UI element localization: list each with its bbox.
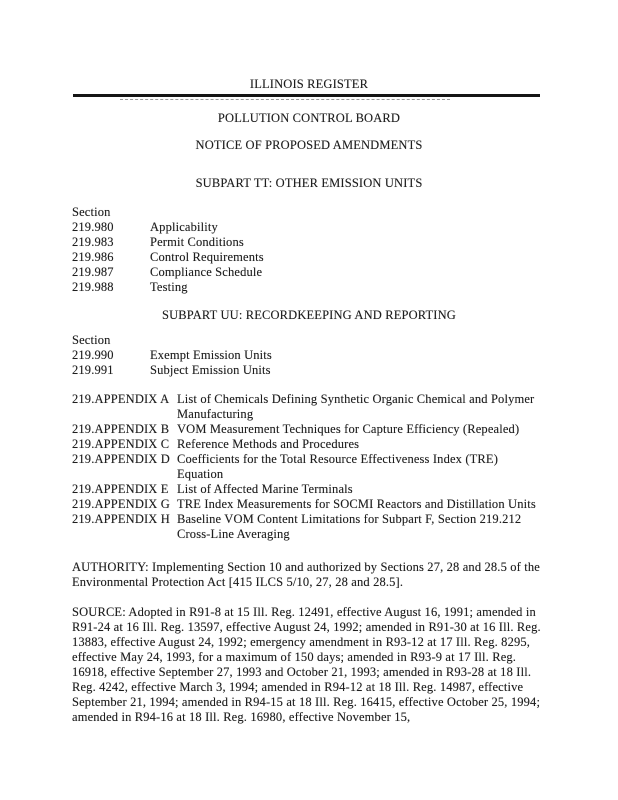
appendix-number: 219.APPENDIX C	[72, 437, 170, 451]
appendix-title: List of Chemicals Defining Synthetic Organic Chemical and Polymer Manufacturing	[177, 392, 535, 421]
table-row	[72, 452, 546, 482]
appendix-number: 219.APPENDIX D	[72, 452, 170, 466]
register-title: ILLINOIS REGISTER	[249, 77, 369, 91]
section-label: Section	[72, 333, 111, 347]
section-label: Section	[72, 205, 111, 219]
section-number: 219.988	[72, 280, 114, 294]
appendix-title: TRE Index Measurements for SOCMI Reactors and Distillation Units	[177, 497, 536, 511]
source-paragraph: SOURCE: Adopted in R91-8 at 15 Ill. Reg. 12491, effective August 16, 1991; amended in R91-24 at 16 Ill. Reg. 13597, effective August 24, 1992; amended in R91-30 at 16 Ill. Reg. 13883, effective August 24, 1992; emergency amendment in R93-12 at 17 Ill. Reg. 8295, effective May 24, 1993, for a maximum of 150 days; amended in R93-9 at 17 Ill. Reg. 16918, effective September 27, 1993 and October 21, 1993; amended in R93-28 at 18 Ill. Reg. 4242, effective March 3, 1994; amended in R94-12 at 18 Ill. Reg. 14987, effective September 21, 1994; amended in R94-15 at 18 Ill. Reg. 16415, effective October 25, 1994; amended in R94-16 at 18 Ill. Reg. 16980, effective November 15,	[72, 605, 541, 724]
section-number: 219.987	[72, 265, 114, 279]
section-title: Control Requirements	[150, 250, 264, 264]
appendix-title: List of Affected Marine Terminals	[177, 482, 353, 496]
section-title: Subject Emission Units	[150, 363, 271, 377]
section-title: Exempt Emission Units	[150, 348, 272, 362]
table-row	[72, 497, 546, 512]
authority-paragraph: AUTHORITY: Implementing Section 10 and authorized by Sections 27, 28 and 28.5 of the Environmental Protection Act [415 ILCS 5/10, 27, 28 and 28.5].	[72, 560, 540, 589]
table-row	[72, 220, 546, 235]
section-title: Compliance Schedule	[150, 265, 263, 279]
table-row	[72, 235, 546, 250]
table-row	[72, 280, 546, 295]
table-row	[72, 437, 546, 452]
section-number: 219.986	[72, 250, 114, 264]
header-rule	[73, 94, 540, 97]
subpart-uu-section-list	[72, 333, 546, 378]
table-row	[72, 422, 546, 437]
appendix-number: 219.APPENDIX H	[72, 512, 170, 526]
section-number: 219.983	[72, 235, 114, 249]
table-row	[72, 265, 546, 280]
section-title: Applicability	[150, 220, 218, 234]
notice-title: NOTICE OF PROPOSED AMENDMENTS	[195, 138, 423, 152]
subpart-tt-heading: SUBPART TT: OTHER EMISSION UNITS	[195, 176, 423, 190]
table-row	[72, 348, 546, 363]
table-row	[72, 392, 546, 422]
section-number: 219.991	[72, 363, 114, 377]
section-number: 219.990	[72, 348, 114, 362]
subpart-uu-heading: SUBPART UU: RECORDKEEPING AND REPORTING	[162, 308, 456, 322]
appendix-number: 219.APPENDIX G	[72, 497, 170, 511]
section-number: 219.980	[72, 220, 114, 234]
appendix-number: 219.APPENDIX A	[72, 392, 170, 406]
board-title: POLLUTION CONTROL BOARD	[217, 111, 401, 125]
appendix-number: 219.APPENDIX B	[72, 422, 170, 436]
appendix-title: Reference Methods and Procedures	[177, 437, 360, 451]
section-title: Testing	[150, 280, 188, 294]
table-row	[72, 250, 546, 265]
table-row	[72, 482, 546, 497]
appendix-number: 219.APPENDIX E	[72, 482, 169, 496]
table-row	[72, 363, 546, 378]
header-rule-artifact	[120, 99, 450, 100]
subpart-tt-section-list	[72, 205, 546, 295]
appendix-title: VOM Measurement Techniques for Capture Efficiency (Repealed)	[177, 422, 520, 436]
table-row	[72, 512, 546, 542]
appendix-title: Baseline VOM Content Limitations for Subpart F, Section 219.212 Cross-Line Averaging	[177, 512, 522, 541]
section-title: Permit Conditions	[150, 235, 244, 249]
appendix-list	[72, 392, 546, 542]
appendix-title: Coefficients for the Total Resource Effectiveness Index (TRE) Equation	[177, 452, 499, 481]
